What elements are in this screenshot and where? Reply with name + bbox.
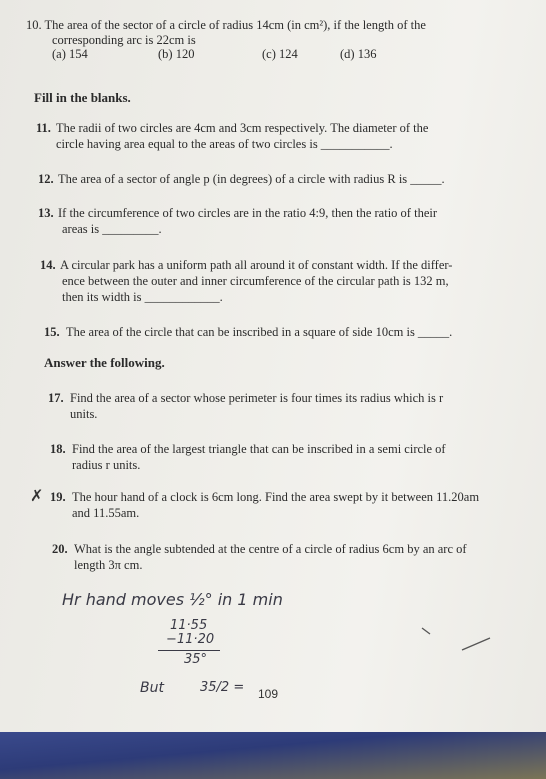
fill-heading: Fill in the blanks. (34, 90, 131, 105)
q18-number: 18. (50, 442, 66, 456)
pen-mark-icon (410, 620, 500, 660)
handwritten-but: But (140, 680, 164, 696)
q20-line1: What is the angle subtended at the centre of a circle of radius 6cm by an arc of (74, 542, 467, 556)
handwritten-calc-3: 35° (184, 652, 208, 667)
q10-option-c: (c) 124 (262, 47, 298, 61)
q20-line2: length 3π cm. (74, 558, 143, 572)
q19-line1: The hour hand of a clock is 6cm long. Find the area swept by it between 11.20am (72, 490, 480, 504)
q18-line1: Find the area of the largest triangle that can be inscribed in a semi circle of (72, 442, 446, 456)
q11-line1: The radii of two circles are 4cm and 3cm respectively. The diameter of the (56, 121, 429, 135)
handwritten-calc-1: 11·55 (170, 618, 208, 633)
q19-line2: and 11.55am. (72, 506, 140, 520)
handwritten-calc-2: −11·20 (166, 632, 215, 647)
q19-number: 19. (50, 490, 66, 504)
star-mark-icon: ✗ (30, 488, 44, 505)
q17-line2: units. (70, 407, 98, 421)
q15-number: 15. (44, 325, 60, 339)
q18-line2: radius r units. (72, 458, 141, 472)
page-number: 109 (258, 687, 279, 701)
q12-line1: The area of a sector of angle p (in degrees) of a circle with radius R is _____. (58, 172, 445, 186)
q10-option-b: (b) 120 (158, 47, 195, 61)
handwritten-note-line1: Hr hand moves ½° in 1 min (62, 590, 283, 609)
q17-number: 17. (48, 391, 64, 405)
q10-line2: corresponding arc is 22cm is (52, 33, 196, 47)
q14-line2: ence between the outer and inner circumference of the circular path is 132 m, (62, 274, 449, 288)
q10-option-a: (a) 154 (52, 47, 88, 61)
background-surface (0, 732, 546, 779)
q17-line1: Find the area of a sector whose perimeter is four times its radius which is r (70, 391, 444, 405)
q12-number: 12. (38, 172, 54, 186)
q13-line2: areas is _________. (62, 222, 162, 236)
q20-number: 20. (52, 542, 68, 556)
q13-number: 13. (38, 206, 54, 220)
q11-line2: circle having area equal to the areas of two circles is ___________. (56, 137, 393, 151)
q10-line1: 10. The area of the sector of a circle of radius 14cm (in cm²), if the length of the (26, 18, 426, 32)
q15-line1: The area of the circle that can be inscribed in a square of side 10cm is _____. (66, 325, 453, 339)
handwritten-rule (158, 650, 220, 651)
q14-line3: then its width is ____________. (62, 290, 223, 304)
q10-option-d: (d) 136 (340, 47, 377, 61)
q14-number: 14. (40, 258, 56, 272)
handwritten-fraction: 35/2 = (200, 680, 245, 695)
q11-number: 11. (36, 121, 51, 135)
q14-line1: A circular park has a uniform path all around it of constant width. If the differ- (60, 258, 453, 272)
answer-heading: Answer the following. (44, 355, 165, 370)
q13-line1: If the circumference of two circles are in the ratio 4:9, then the ratio of their (58, 206, 437, 220)
